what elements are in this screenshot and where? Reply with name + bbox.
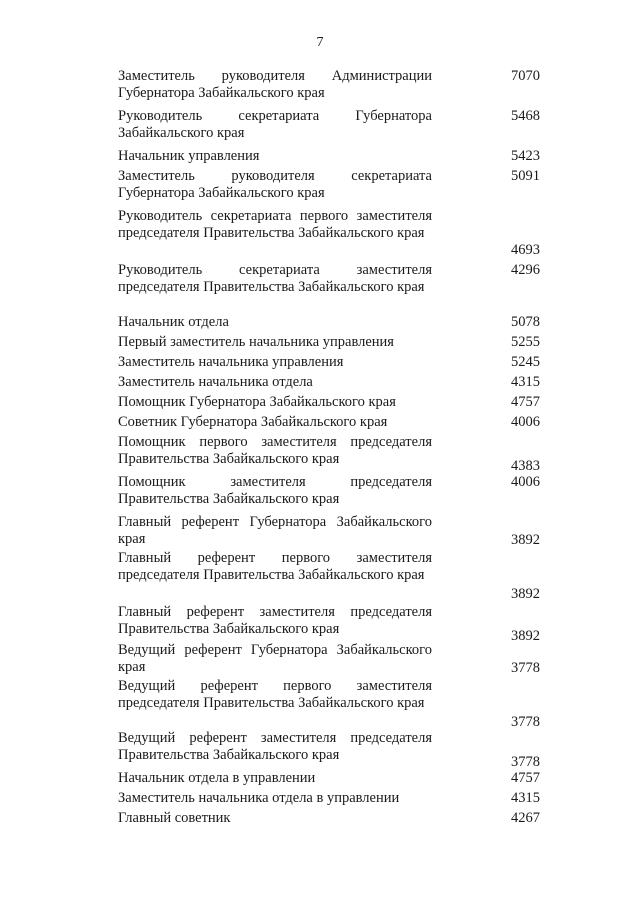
position-title: Заместитель начальника управления [118, 354, 344, 370]
list-item [118, 168, 540, 206]
salary-value: 3892 [511, 586, 540, 602]
salary-value: 4006 [511, 414, 540, 430]
list-item [118, 414, 540, 434]
salary-value: 3778 [511, 714, 540, 730]
list-item [118, 790, 540, 810]
list-item [118, 262, 540, 314]
position-title: Начальник отдела [118, 314, 229, 330]
position-title: Руководитель секретариата Губернатора Забайкальского края [118, 108, 432, 142]
salary-value: 5468 [511, 108, 540, 124]
list-item [118, 314, 540, 334]
position-title: Ведущий референт Губернатора Забайкальского края [118, 642, 432, 676]
salary-value: 5255 [511, 334, 540, 350]
position-title: Помощник первого заместителя председателя Правительства Забайкальского края [118, 434, 432, 468]
salary-value: 4006 [511, 474, 540, 490]
salary-value: 4315 [511, 374, 540, 390]
salary-value: 5423 [511, 148, 540, 164]
position-title: Советник Губернатора Забайкальского края [118, 414, 388, 430]
salary-value: 3778 [511, 660, 540, 676]
list-item [118, 678, 540, 732]
list-item [118, 642, 540, 678]
position-title: Ведущий референт первого заместителя председателя Правительства Забайкальского края [118, 678, 432, 712]
position-title: Руководитель секретариата первого заместителя председателя Правительства Забайкальского края [118, 208, 432, 242]
list-item [118, 394, 540, 414]
salary-value: 4267 [511, 810, 540, 826]
position-title: Главный референт Губернатора Забайкальского края [118, 514, 432, 548]
salary-value: 7070 [511, 68, 540, 84]
salary-value: 3892 [511, 628, 540, 644]
position-title: Ведущий референт заместителя председателя Правительства Забайкальского края [118, 730, 432, 764]
salary-value: 3778 [511, 754, 540, 770]
position-title: Заместитель руководителя Администрации Губернатора Забайкальского края [118, 68, 432, 102]
list-item [118, 434, 540, 474]
salary-value: 4315 [511, 790, 540, 806]
list-item [118, 550, 540, 604]
list-item [118, 208, 540, 262]
salary-value: 4296 [511, 262, 540, 278]
salary-value: 4757 [511, 770, 540, 786]
list-item [118, 374, 540, 394]
list-item [118, 474, 540, 514]
list-item [118, 514, 540, 550]
list-item [118, 770, 540, 790]
position-title: Первый заместитель начальника управления [118, 334, 394, 350]
list-item [118, 730, 540, 770]
position-title: Начальник управления [118, 148, 260, 164]
list-item [118, 68, 540, 106]
list-item [118, 354, 540, 374]
salary-value: 5078 [511, 314, 540, 330]
salary-value: 5091 [511, 168, 540, 184]
position-title: Помощник заместителя председателя Правительства Забайкальского края [118, 474, 432, 508]
list-item [118, 108, 540, 146]
page-number: 7 [316, 35, 324, 50]
position-title: Главный референт первого заместителя председателя Правительства Забайкальского края [118, 550, 432, 584]
position-title: Главный советник [118, 810, 231, 826]
salary-value: 4757 [511, 394, 540, 410]
salary-value: 4383 [511, 458, 540, 474]
salary-value: 5245 [511, 354, 540, 370]
position-title: Начальник отдела в управлении [118, 770, 316, 786]
list-item [118, 148, 540, 168]
position-title: Помощник Губернатора Забайкальского края [118, 394, 396, 410]
salary-value: 4693 [511, 242, 540, 258]
list-item [118, 334, 540, 354]
position-title: Заместитель начальника отдела [118, 374, 313, 390]
position-title: Руководитель секретариата заместителя председателя Правительства Забайкальского края [118, 262, 432, 296]
list-item [118, 810, 540, 830]
list-item [118, 604, 540, 644]
position-title: Главный референт заместителя председателя Правительства Забайкальского края [118, 604, 432, 638]
position-title: Заместитель руководителя секретариата Губернатора Забайкальского края [118, 168, 432, 202]
salary-value: 3892 [511, 532, 540, 548]
position-title: Заместитель начальника отдела в управлении [118, 790, 400, 806]
